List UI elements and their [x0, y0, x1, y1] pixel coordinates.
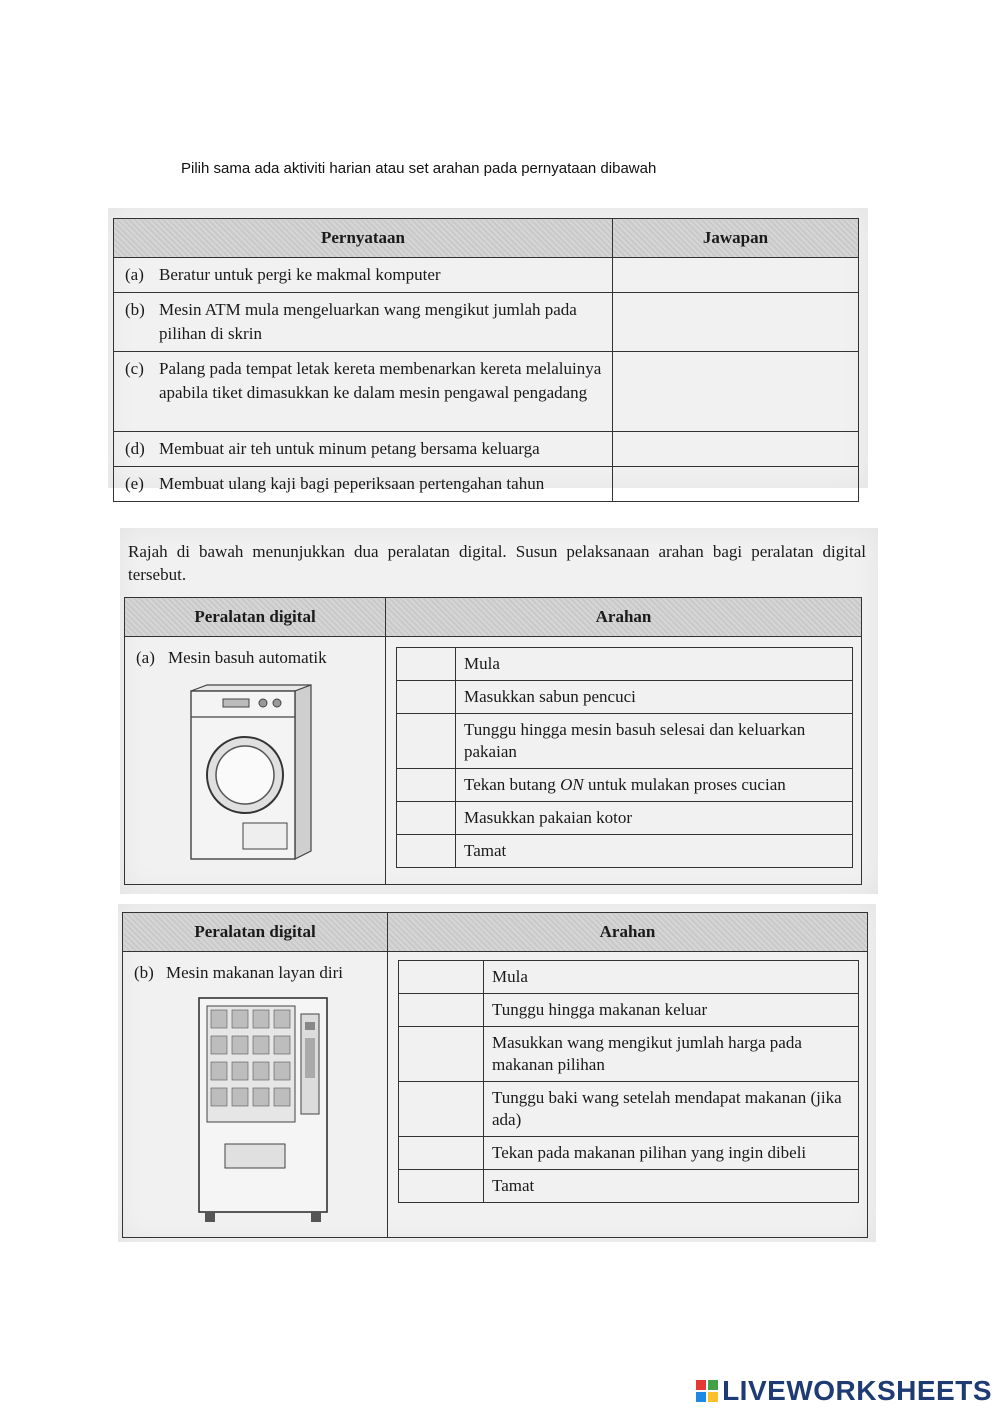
device-label: (b) — [134, 963, 154, 982]
row-label: (c) — [125, 359, 144, 378]
order-cell[interactable] — [397, 681, 456, 714]
table-row — [114, 432, 859, 467]
order-cell[interactable] — [399, 1170, 484, 1203]
device-a-cell — [125, 637, 386, 885]
section-intro: Rajah di bawah menunjukkan dua peralatan digital. Susun pelaksanaan arahan bagi peralatan digital tersebut. — [128, 542, 866, 584]
row-label: (b) — [125, 300, 145, 319]
logo-mark-icon — [696, 1380, 718, 1402]
order-cell[interactable] — [399, 961, 484, 994]
answer-cell[interactable] — [613, 467, 859, 502]
row-label: (e) — [125, 474, 144, 493]
step-row — [397, 681, 853, 714]
device-b-table — [122, 912, 868, 1238]
washing-machine-icon — [183, 683, 319, 861]
device-name: Mesin basuh automatik — [168, 648, 327, 667]
order-cell[interactable] — [397, 769, 456, 802]
table-row — [114, 467, 859, 502]
row-text: Palang pada tempat letak kereta membenarkan kereta melaluinya apabila tiket dimasukkan ke dalam mesin pengawal pengadang — [159, 359, 602, 402]
answer-cell[interactable] — [613, 432, 859, 467]
device-b-steps — [398, 960, 859, 1203]
step-row — [399, 1027, 859, 1082]
answer-header: Jawapan — [613, 219, 859, 258]
step-row — [397, 769, 853, 802]
step-text: Tunggu baki wang setelah mendapat makanan (jika ada) — [484, 1082, 859, 1137]
order-cell[interactable] — [399, 1027, 484, 1082]
step-text: Tekan pada makanan pilihan yang ingin dibeli — [484, 1137, 859, 1170]
step-row — [399, 1170, 859, 1203]
device-label: (a) — [136, 648, 155, 667]
answer-cell[interactable] — [613, 293, 859, 352]
step-text: Tunggu hingga mesin basuh selesai dan keluarkan pakaian — [456, 714, 853, 769]
step-row — [399, 961, 859, 994]
step-text: Masukkan pakaian kotor — [456, 802, 853, 835]
step-text: Tamat — [484, 1170, 859, 1203]
device-a-steps — [396, 647, 853, 868]
step-text: Masukkan wang mengikut jumlah harga pada makanan pilihan — [484, 1027, 859, 1082]
device-a-table — [124, 597, 862, 885]
device-name: Mesin makanan layan diri — [166, 963, 344, 982]
table-row — [114, 293, 859, 352]
vending-machine-icon — [195, 994, 331, 1226]
step-text: Tekan butang ON untuk mulakan proses cucian — [456, 769, 853, 802]
step-row — [397, 714, 853, 769]
step-text: Tunggu hingga makanan keluar — [484, 994, 859, 1027]
statement-header: Pernyataan — [114, 219, 613, 258]
row-label: (d) — [125, 439, 145, 458]
step-text: Masukkan sabun pencuci — [456, 681, 853, 714]
answer-cell[interactable] — [613, 352, 859, 432]
logo-text: LIVEWORKSHEETS — [722, 1375, 992, 1406]
order-cell[interactable] — [397, 714, 456, 769]
order-cell[interactable] — [397, 648, 456, 681]
step-row — [399, 994, 859, 1027]
order-cell[interactable] — [399, 1137, 484, 1170]
row-label: (a) — [125, 265, 144, 284]
step-row — [399, 1137, 859, 1170]
steps-header: Arahan — [386, 598, 862, 637]
row-text: Beratur untuk pergi ke makmal komputer — [159, 265, 441, 284]
device-header: Peralatan digital — [125, 598, 386, 637]
step-row — [397, 648, 853, 681]
step-text: Mula — [484, 961, 859, 994]
order-cell[interactable] — [399, 1082, 484, 1137]
step-text: Mula — [456, 648, 853, 681]
step-row — [397, 835, 853, 868]
statement-table — [113, 218, 859, 502]
device-b-cell — [123, 952, 388, 1238]
table-row — [114, 258, 859, 293]
worksheet-instruction: Pilih sama ada aktiviti harian atau set arahan pada pernyataan dibawah — [181, 160, 657, 177]
device-header: Peralatan digital — [123, 913, 388, 952]
order-cell[interactable] — [397, 802, 456, 835]
order-cell[interactable] — [397, 835, 456, 868]
answer-cell[interactable] — [613, 258, 859, 293]
steps-header: Arahan — [388, 913, 868, 952]
liveworksheets-logo[interactable] — [696, 1375, 992, 1407]
row-text: Mesin ATM mula mengeluarkan wang mengikut jumlah pada pilihan di skrin — [159, 300, 577, 343]
row-text: Membuat ulang kaji bagi peperiksaan pertengahan tahun — [159, 474, 545, 493]
row-text: Membuat air teh untuk minum petang bersama keluarga — [159, 439, 540, 458]
step-row — [397, 802, 853, 835]
step-text: Tamat — [456, 835, 853, 868]
table-row — [114, 352, 859, 432]
step-row — [399, 1082, 859, 1137]
order-cell[interactable] — [399, 994, 484, 1027]
